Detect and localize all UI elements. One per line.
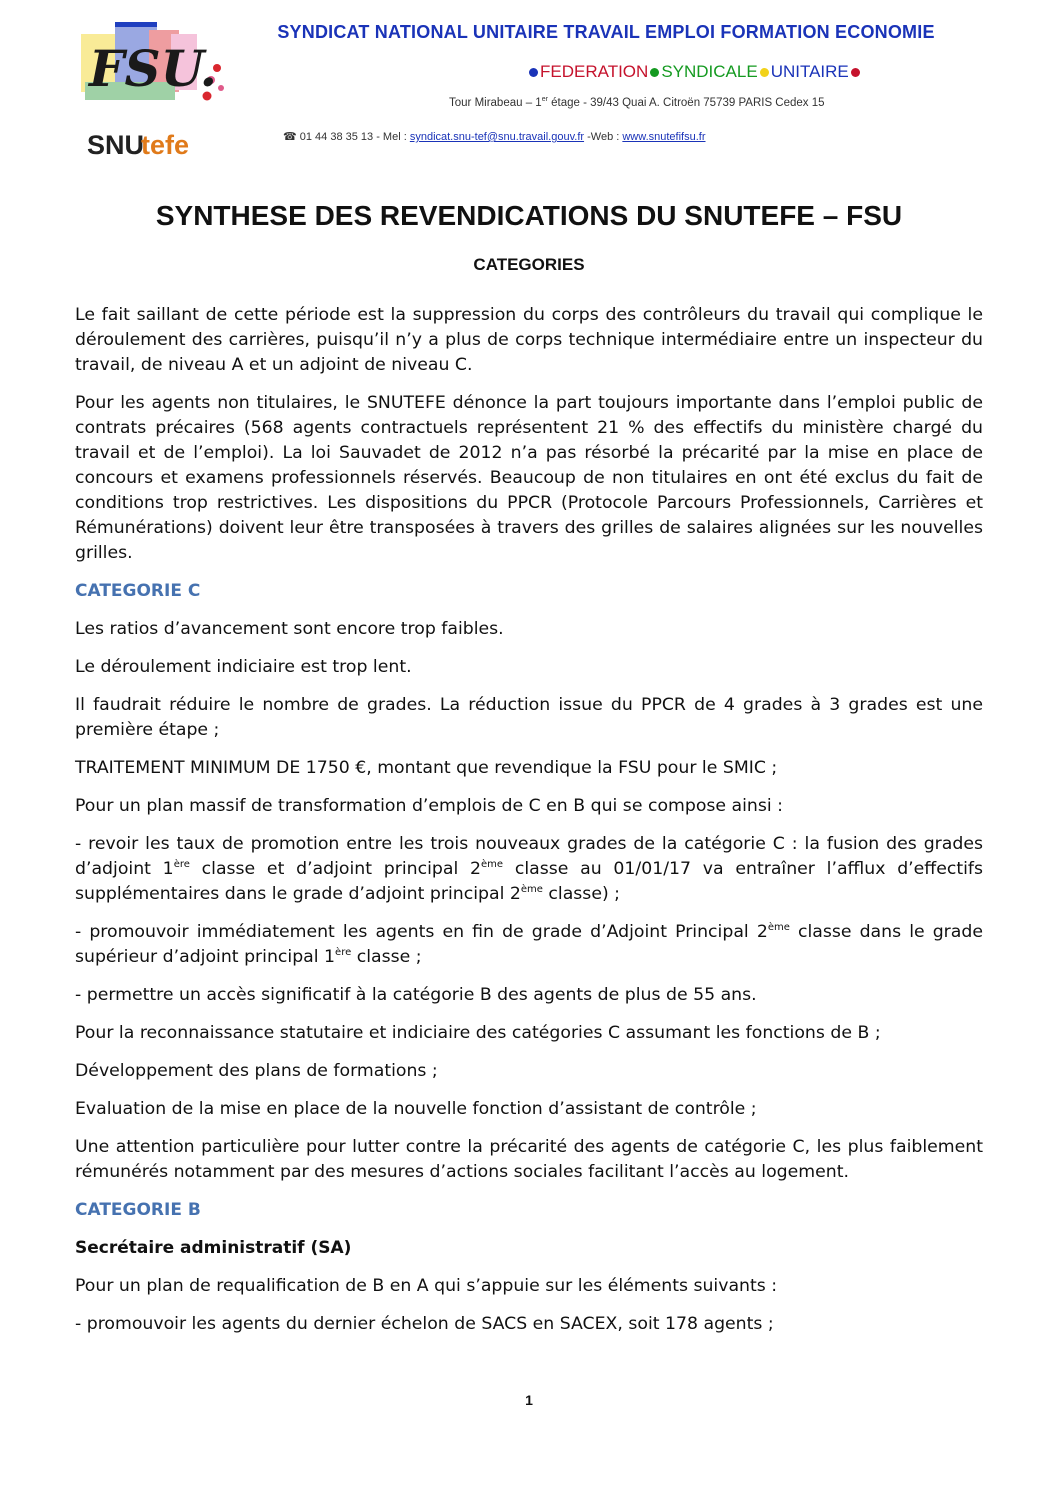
bullet-item: - permettre un accès significatif à la catégorie B des agents de plus de 55 ans. [75,985,757,1005]
paragraph: Pour la reconnaissance statutaire et indiciaire des catégories C assumant les fonctions de B ; [75,1023,881,1043]
fsu-snutefe-logo [75,12,230,172]
logo-fsu-text: FSU. [89,39,218,98]
logo-tefe-text: tefe [141,130,190,160]
email-link[interactable]: syndicat.snu-tef@snu.travail.gouv.fr [409,131,585,143]
section-heading-categorie-c: CATEGORIE C [75,581,201,601]
phone-text: ☎ 01 44 38 35 13 - Mel : [283,131,410,143]
green-dot-icon [650,68,659,77]
intro-paragraph: Le fait saillant de cette période est la suppression du corps des contrôleurs du travail qui complique le déroulement des carrières, puisqu’il n’y a plus de corps technique intermédiaire entre un inspecteur du travail, de niveau A et un adjoint de niveau C. [75,305,983,375]
intro-paragraph: Pour les agents non titulaires, le SNUTEFE dénonce la part toujours importante dans l’emploi public de contrats précaires (568 agents contractuels représentent 21 % des effectifs du ministère chargé du travail et de l’emploi). La loi Sauvadet de 2012 n’a pas résorbé la précarité par la mise en place de concours et examens professionnels réservés. Beaucoup de non titulaires en ont été exclus du fait de conditions trop restrictives. Les dispositions du PPCR (Protocole Parcours Professionnels, Carrières et Rémunérations) doivent leur être transposées à travers des grilles de salaires alignées sur les nouvelles grilles. [75,393,983,563]
federation-word: FEDERATION [540,62,649,81]
blue-dot-icon [529,68,538,77]
document-body [75,303,983,1350]
paragraph: Le déroulement indiciaire est trop lent. [75,657,412,677]
bullet-item: - revoir les taux de promotion entre les trois nouveaux grades de la catégorie C : la fusion des grades d’adjoint 1ère classe et d’adjoint principal 2ème classe au 01/01/17 va entraîner l’afflux d’effectifs supplémentaires dans le grade d’adjoint principal 2ème classe) ; [75,834,983,904]
paragraph: Pour un plan de requalification de B en A qui s’appuie sur les éléments suivants : [75,1276,778,1296]
federation-line [527,62,862,82]
red-dot-icon [851,68,860,77]
website-link[interactable]: www.snutefifsu.fr [622,131,706,143]
yellow-dot-icon [760,68,769,77]
paragraph: Pour un plan massif de transformation d’emplois de C en B qui se compose ainsi : [75,796,783,816]
logo-snu-text: SNU [87,130,145,160]
unitaire-word: UNITAIRE [770,62,849,81]
bullet-item: - promouvoir immédiatement les agents en fin de grade d’Adjoint Principal 2ème classe dans le grade supérieur d’adjoint principal 1ère classe ; [75,922,983,967]
page-number: 1 [525,1392,533,1408]
organization-name: SYNDICAT NATIONAL UNITAIRE TRAVAIL EMPLOI FORMATION ECONOMIE [277,22,935,42]
document-subtitle: CATEGORIES [473,255,585,274]
subsection-heading: Secrétaire administratif (SA) [75,1238,352,1258]
section-heading-categorie-b: CATEGORIE B [75,1200,201,1220]
paragraph: Il faudrait réduire le nombre de grades. La réduction issue du PPCR de 4 grades à 3 grades est une première étape ; [75,695,983,740]
paragraph: TRAITEMENT MINIMUM DE 1750 €, montant que revendique la FSU pour le SMIC ; [75,758,778,778]
bullet-item: - promouvoir les agents du dernier échelon de SACS en SACEX, soit 178 agents ; [75,1314,774,1334]
paragraph: Evaluation de la mise en place de la nouvelle fonction d’assistant de contrôle ; [75,1099,757,1119]
paragraph: Développement des plans de formations ; [75,1061,438,1081]
syndicale-word: SYNDICALE [661,62,758,81]
postal-address: Tour Mirabeau – 1er étage - 39/43 Quai A. Citroën 75739 PARIS Cedex 15 [449,96,825,109]
contact-line: ☎ 01 44 38 35 13 - Mel : syndicat.snu-tef@snu.travail.gouv.fr -Web : www.snutefifsu.fr [283,131,706,143]
document-title: SYNTHESE DES REVENDICATIONS DU SNUTEFE – FSU [155,200,903,231]
paragraph: Les ratios d’avancement sont encore trop faibles. [75,619,504,639]
paragraph: Une attention particulière pour lutter contre la précarité des agents de catégorie C, les plus faiblement rémunérés notamment par des mesures d’actions sociales facilitant l’accès au logement. [75,1137,983,1182]
